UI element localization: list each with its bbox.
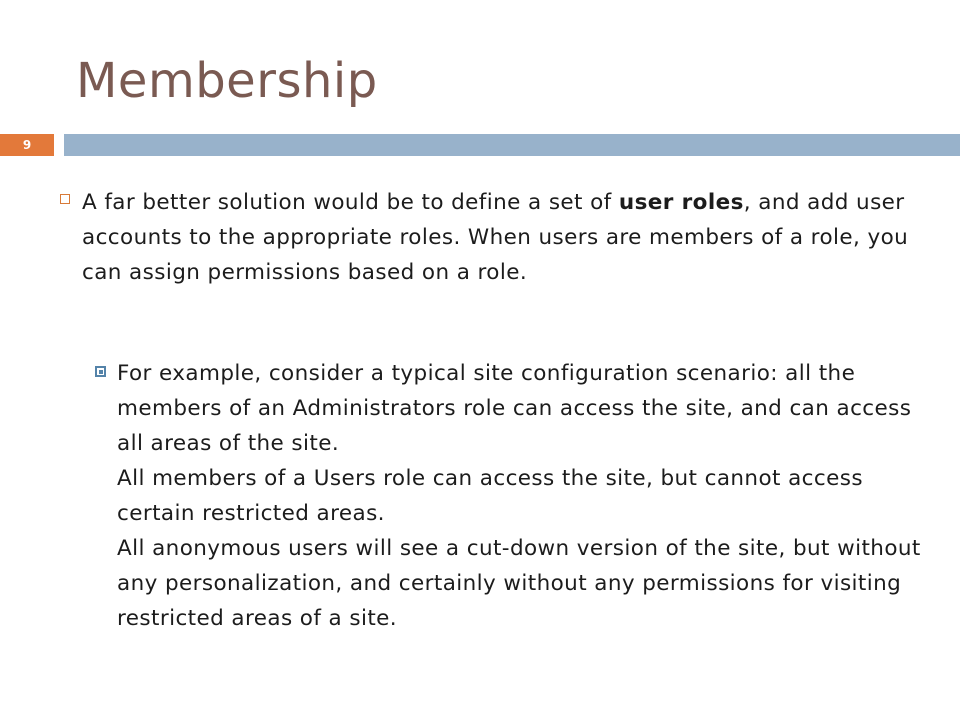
bullet-level-2 bbox=[95, 356, 930, 636]
bullet-level-1 bbox=[60, 185, 930, 290]
bullet-level-2-paragraph: All members of a Users role can access the site, but cannot access certain restricted areas. bbox=[117, 466, 863, 526]
bullet-text-after-bold: , and add user accounts to the appropriate roles. When users are members of a role, you can assign permissions based on a role. bbox=[82, 190, 909, 285]
slide-number-badge: 9 bbox=[0, 134, 54, 156]
hollow-square-icon bbox=[60, 194, 70, 204]
bullet-level-2-paragraph: All anonymous users will see a cut-down version of the site, but without any personalization, and certainly without any permissions for visiting restricted areas of a site. bbox=[117, 536, 921, 631]
filled-square-icon bbox=[95, 366, 106, 377]
slide-title: Membership bbox=[76, 53, 378, 109]
header-bar bbox=[64, 134, 960, 156]
bullet-bold-text: user roles bbox=[618, 190, 744, 215]
bullet-level-2-paragraph: For example, consider a typical site configuration scenario: all the members of an Administrators role can access the site, and can access all areas of the site. bbox=[117, 361, 912, 456]
bullet-level-1-text bbox=[82, 185, 930, 290]
bullet-text-before-bold: A far better solution would be to define a set of bbox=[82, 190, 619, 215]
